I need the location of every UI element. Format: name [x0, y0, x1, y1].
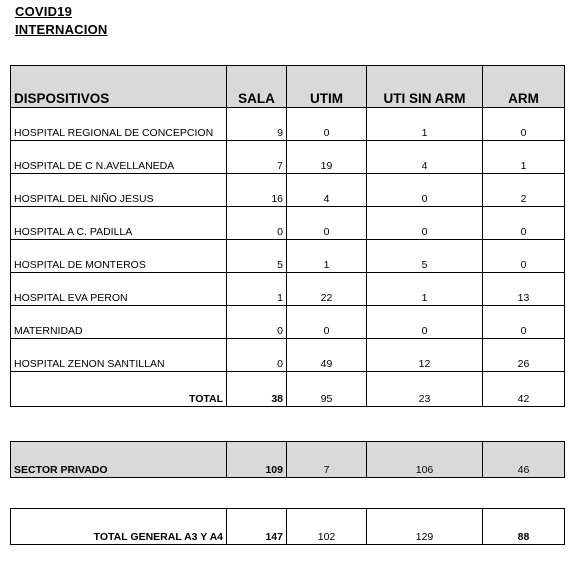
row-uti-sin-arm: 1	[367, 108, 483, 141]
row-name: HOSPITAL DEL NIÑO JESUS	[11, 174, 227, 207]
row-arm: 2	[483, 174, 565, 207]
document-title	[15, 3, 107, 39]
table-row	[11, 339, 565, 372]
row-arm: 0	[483, 306, 565, 339]
total-uti-sin-arm: 23	[367, 372, 483, 407]
table-row	[11, 207, 565, 240]
table-row	[11, 174, 565, 207]
row-name: HOSPITAL REGIONAL DE CONCEPCION	[11, 108, 227, 141]
header-row	[11, 66, 565, 108]
private-sector-arm: 46	[483, 442, 565, 478]
private-sector-table	[10, 441, 565, 478]
general-total-arm: 88	[483, 509, 565, 545]
row-sala: 5	[227, 240, 287, 273]
private-sector-sala: 109	[227, 442, 287, 478]
row-name: HOSPITAL A C. PADILLA	[11, 207, 227, 240]
row-name: MATERNIDAD	[11, 306, 227, 339]
row-utim: 49	[287, 339, 367, 372]
header-sala: SALA	[227, 66, 287, 108]
row-sala: 16	[227, 174, 287, 207]
table-row	[11, 273, 565, 306]
row-name: HOSPITAL ZENON SANTILLAN	[11, 339, 227, 372]
general-total-utim: 102	[287, 509, 367, 545]
table-row	[11, 240, 565, 273]
row-uti-sin-arm: 5	[367, 240, 483, 273]
row-arm: 0	[483, 108, 565, 141]
private-sector-utim: 7	[287, 442, 367, 478]
private-sector-uti-sin-arm: 106	[367, 442, 483, 478]
row-utim: 22	[287, 273, 367, 306]
total-label: TOTAL	[11, 372, 227, 407]
row-sala: 0	[227, 306, 287, 339]
row-utim: 4	[287, 174, 367, 207]
title-covid19: COVID19	[15, 4, 73, 19]
row-utim: 0	[287, 108, 367, 141]
row-name: HOSPITAL DE MONTEROS	[11, 240, 227, 273]
header-arm: ARM	[483, 66, 565, 108]
total-arm: 42	[483, 372, 565, 407]
row-sala: 1	[227, 273, 287, 306]
title-internacion: INTERNACION	[15, 22, 108, 37]
table-row	[11, 108, 565, 141]
row-arm: 0	[483, 207, 565, 240]
row-utim: 1	[287, 240, 367, 273]
row-name: HOSPITAL EVA PERON	[11, 273, 227, 306]
row-uti-sin-arm: 0	[367, 306, 483, 339]
row-utim: 0	[287, 306, 367, 339]
general-total-table	[10, 508, 565, 545]
table-row	[11, 141, 565, 174]
total-utim: 95	[287, 372, 367, 407]
row-arm: 0	[483, 240, 565, 273]
internacion-table	[10, 65, 565, 407]
row-sala: 0	[227, 207, 287, 240]
row-uti-sin-arm: 12	[367, 339, 483, 372]
table-row	[11, 306, 565, 339]
row-uti-sin-arm: 0	[367, 207, 483, 240]
row-uti-sin-arm: 1	[367, 273, 483, 306]
row-utim: 19	[287, 141, 367, 174]
general-total-label: TOTAL GENERAL A3 Y A4	[11, 509, 227, 545]
total-sala: 38	[227, 372, 287, 407]
row-name: HOSPITAL DE C N.AVELLANEDA	[11, 141, 227, 174]
general-total-uti-sin-arm: 129	[367, 509, 483, 545]
row-arm: 1	[483, 141, 565, 174]
row-sala: 9	[227, 108, 287, 141]
row-uti-sin-arm: 4	[367, 141, 483, 174]
row-arm: 26	[483, 339, 565, 372]
general-total-row	[11, 509, 565, 545]
private-sector-row	[11, 442, 565, 478]
header-uti-sin-arm: UTI SIN ARM	[367, 66, 483, 108]
row-arm: 13	[483, 273, 565, 306]
total-row	[11, 372, 565, 407]
row-sala: 0	[227, 339, 287, 372]
general-total-sala: 147	[227, 509, 287, 545]
header-utim: UTIM	[287, 66, 367, 108]
header-dispositivos: DISPOSITIVOS	[11, 66, 227, 108]
row-sala: 7	[227, 141, 287, 174]
row-utim: 0	[287, 207, 367, 240]
row-uti-sin-arm: 0	[367, 174, 483, 207]
private-sector-label: SECTOR PRIVADO	[11, 442, 227, 478]
